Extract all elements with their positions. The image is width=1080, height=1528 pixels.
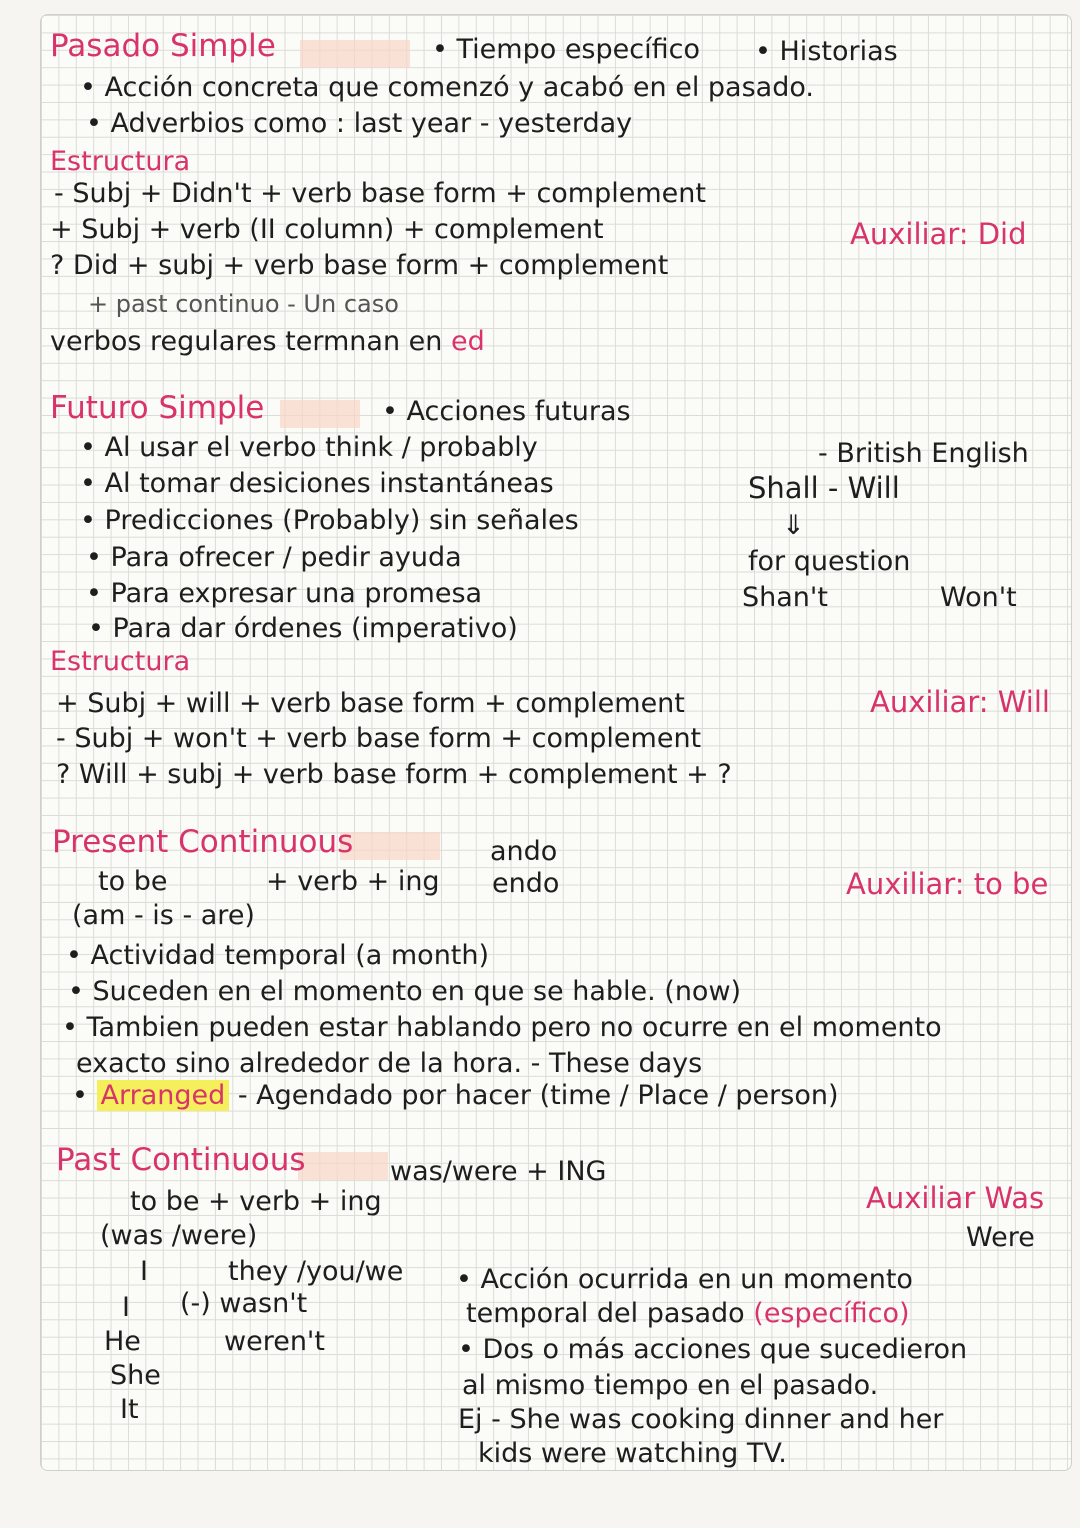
wasnt-note: (-) wasn't [180,1288,308,1319]
auxiliar-will: Auxiliar: Will [870,685,1050,719]
arranged-highlight: Arranged [97,1080,230,1111]
structure-question: ? Did + subj + verb base form + complement [50,250,669,281]
pasado-line-1: • Acción concreta que comenzó y acabó en el pasado. [80,72,814,103]
highlight-swash [300,40,410,68]
pronoun-it: It [120,1394,139,1425]
highlight-swash [298,1152,388,1180]
past-bullet: • Dos o más acciones que sucedieron [458,1334,968,1365]
structure-question: ? Will + subj + verb base form + complement + ? [56,759,732,790]
structure-note: + past continuo - Un caso [88,290,399,318]
british-english-note: - British English [818,438,1029,469]
past-bullet-cont: temporal del pasado (específico) [466,1298,910,1329]
structure-affirmative: + Subj + verb (II column) + complement [50,214,604,245]
futuro-item: • Para ofrecer / pedir ayuda [86,542,462,573]
pronoun-i: I [140,1256,148,1287]
estructura-heading: Estructura [50,146,191,177]
endo-note: endo [492,868,560,899]
present-bullet: • Actividad temporal (a month) [66,940,490,971]
wont-note: Won't [940,582,1017,613]
estructura-heading: Estructura [50,646,191,677]
tag-acciones-futuras: • Acciones futuras [382,396,631,427]
futuro-item: • Para dar órdenes (imperativo) [88,613,518,644]
shant-note: Shan't [742,582,828,613]
down-arrow-icon: ⇓ [782,510,805,541]
futuro-item: • Al usar el verbo think / probably [80,432,538,463]
futuro-item: • Predicciones (Probably) sin señales [80,505,579,536]
present-bullet-arranged: • Arranged - Agendado por hacer (time / Place / person) [72,1080,839,1111]
section-title-pasado-simple: Pasado Simple [50,28,276,64]
auxiliar-were: Were [966,1222,1035,1253]
tag-historias: • Historias [755,36,898,67]
structure-negative: - Subj + Didn't + verb base form + complement [54,178,706,209]
werent-note: weren't [224,1326,325,1357]
pronouns-they-you-we: they /you/we [228,1256,404,1287]
present-bullet: • Suceden en el momento en que se hable. (now) [68,976,742,1007]
futuro-item: • Al tomar desiciones instantáneas [80,468,554,499]
present-formula: + verb + ing [266,866,440,897]
am-is-are: (am - is - are) [72,900,255,931]
past-bullet-cont: al mismo tiempo en el pasado. [462,1370,879,1401]
past-bullet: • Acción ocurrida en un momento [456,1264,913,1295]
auxiliar-to-be: Auxiliar: to be [846,867,1049,901]
structure-negative: - Subj + won't + verb base form + complement [56,723,702,754]
section-title-present-continuous: Present Continuous [52,824,354,860]
for-question-note: for question [748,546,911,577]
futuro-item: • Para expresar una promesa [86,578,483,609]
ando-note: ando [490,836,558,867]
section-title-futuro-simple: Futuro Simple [50,390,265,426]
auxiliar-did: Auxiliar: Did [850,217,1027,251]
auxiliar-was: Auxiliar Was [866,1181,1045,1215]
regular-verbs-note: verbos regulares termnan en ed [50,326,485,357]
present-bullet-cont: exacto sino alrededor de la hora. - These days [76,1048,703,1079]
pronoun-she: She [110,1360,161,1391]
pronoun-i: I [122,1292,130,1323]
present-bullet: • Tambien pueden estar hablando pero no ocurre en el momento [62,1012,942,1043]
section-title-past-continuous: Past Continuous [56,1142,306,1178]
pasado-line-2: • Adverbios como : last year - yesterday [86,108,633,139]
structure-affirmative: + Subj + will + verb base form + complement [56,688,685,719]
was-were-ing: was/were + ING [390,1156,607,1187]
to-be-label: to be [98,866,168,897]
example-line: kids were watching TV. [478,1438,787,1469]
highlight-swash [340,832,440,860]
was-were-label: (was /were) [100,1220,258,1251]
pronoun-he: He [104,1326,141,1357]
example-line: Ej - She was cooking dinner and her [458,1404,944,1435]
past-formula: to be + verb + ing [130,1186,382,1217]
highlight-swash [280,400,360,428]
shall-will-note: Shall - Will [748,471,900,505]
tag-tiempo-especifico: • Tiempo específico [432,34,700,65]
